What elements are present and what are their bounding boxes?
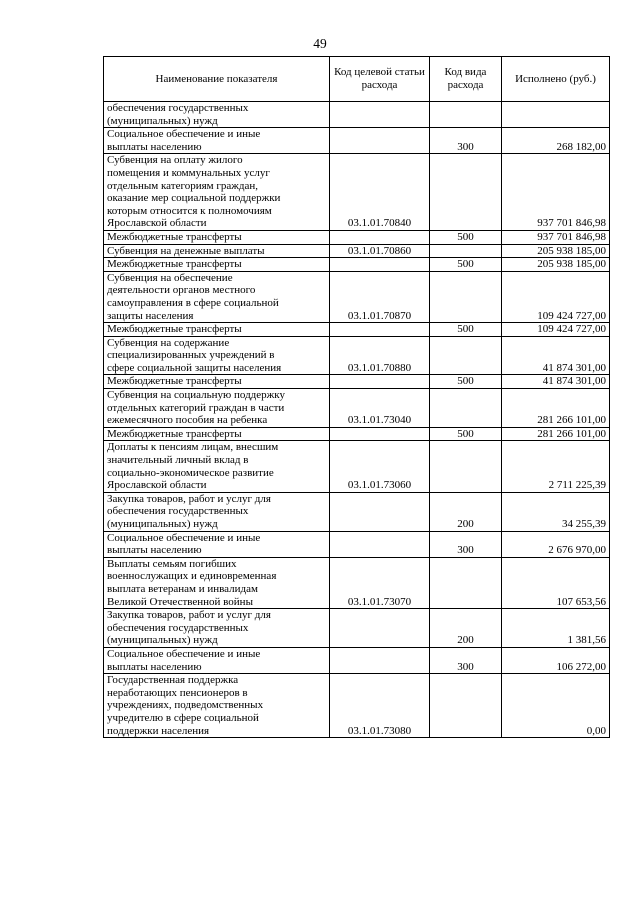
row-expense-type: 300	[430, 128, 502, 154]
row-name: Субвенция на денежные выплаты	[104, 244, 330, 258]
row-target-code	[330, 375, 430, 389]
row-expense-type: 500	[430, 258, 502, 272]
table-row	[104, 531, 610, 557]
page-number: 49	[313, 36, 327, 51]
table-row	[104, 441, 610, 492]
row-expense-type	[430, 674, 502, 738]
table-row	[104, 271, 610, 322]
row-expense-type: 500	[430, 323, 502, 337]
row-amount: 0,00	[502, 674, 610, 738]
table-row	[104, 557, 610, 608]
row-name: Межбюджетные трансферты	[104, 323, 330, 337]
row-name: Социальное обеспечение и иные выплаты населению	[104, 531, 330, 557]
table-header-row	[104, 57, 610, 102]
row-name: Субвенция на оплату жилого помещения и коммунальных услуг отдельным категориям граждан, оказание мер социальной поддержки которым относится к полномочиям Ярославской области	[104, 154, 330, 231]
row-target-code	[330, 323, 430, 337]
row-amount: 205 938 185,00	[502, 244, 610, 258]
row-target-code: 03.1.01.70880	[330, 336, 430, 375]
row-name: Закупка товаров, работ и услуг для обеспечения государственных (муниципальных) нужд	[104, 609, 330, 648]
row-target-code: 03.1.01.73060	[330, 441, 430, 492]
table-row	[104, 609, 610, 648]
header-executed-amount: Исполнено (руб.)	[502, 57, 610, 102]
table-row	[104, 258, 610, 272]
row-target-code	[330, 531, 430, 557]
row-amount: 937 701 846,98	[502, 154, 610, 231]
row-amount: 937 701 846,98	[502, 230, 610, 244]
row-expense-type	[430, 102, 502, 128]
row-expense-type	[430, 244, 502, 258]
row-target-code	[330, 230, 430, 244]
row-expense-type	[430, 389, 502, 428]
row-expense-type: 300	[430, 531, 502, 557]
row-target-code: 03.1.01.73070	[330, 557, 430, 608]
row-amount: 281 266 101,00	[502, 389, 610, 428]
row-name: Межбюджетные трансферты	[104, 258, 330, 272]
row-target-code	[330, 427, 430, 441]
table-row	[104, 427, 610, 441]
row-expense-type	[430, 271, 502, 322]
row-name: Социальное обеспечение и иные выплаты населению	[104, 128, 330, 154]
row-amount: 41 874 301,00	[502, 375, 610, 389]
row-expense-type: 500	[430, 230, 502, 244]
row-target-code: 03.1.01.73080	[330, 674, 430, 738]
row-name: Государственная поддержка неработающих пенсионеров в учреждениях, подведомственных учредителю в сфере социальной поддержки населения	[104, 674, 330, 738]
header-indicator-name: Наименование показателя	[104, 57, 330, 102]
row-name: Субвенция на обеспечение деятельности органов местного самоуправления в сфере социальной защиты населения	[104, 271, 330, 322]
header-expense-type-code: Код вида расхода	[430, 57, 502, 102]
table-row	[104, 647, 610, 673]
row-target-code	[330, 647, 430, 673]
row-expense-type: 500	[430, 375, 502, 389]
row-name: Субвенция на содержание специализированных учреждений в сфере социальной защиты населения	[104, 336, 330, 375]
row-target-code: 03.1.01.70870	[330, 271, 430, 322]
row-expense-type: 300	[430, 647, 502, 673]
row-expense-type: 200	[430, 492, 502, 531]
budget-execution-table	[103, 56, 610, 738]
row-amount: 268 182,00	[502, 128, 610, 154]
table-row	[104, 128, 610, 154]
row-amount: 109 424 727,00	[502, 323, 610, 337]
row-target-code	[330, 258, 430, 272]
row-expense-type: 200	[430, 609, 502, 648]
row-amount: 109 424 727,00	[502, 271, 610, 322]
row-amount: 107 653,56	[502, 557, 610, 608]
row-name: обеспечения государственных (муниципальных) нужд	[104, 102, 330, 128]
row-name: Субвенция на социальную поддержку отдельных категорий граждан в части ежемесячного пособия на ребенка	[104, 389, 330, 428]
row-target-code	[330, 609, 430, 648]
row-name: Межбюджетные трансферты	[104, 230, 330, 244]
table-row	[104, 674, 610, 738]
row-amount: 2 711 225,39	[502, 441, 610, 492]
row-expense-type	[430, 557, 502, 608]
row-name: Межбюджетные трансферты	[104, 427, 330, 441]
row-name: Закупка товаров, работ и услуг для обеспечения государственных (муниципальных) нужд	[104, 492, 330, 531]
table-row	[104, 492, 610, 531]
row-expense-type	[430, 336, 502, 375]
table-row	[104, 375, 610, 389]
row-target-code: 03.1.01.70860	[330, 244, 430, 258]
row-target-code	[330, 102, 430, 128]
row-amount: 1 381,56	[502, 609, 610, 648]
row-amount: 281 266 101,00	[502, 427, 610, 441]
row-amount	[502, 102, 610, 128]
row-amount: 205 938 185,00	[502, 258, 610, 272]
header-target-item-code: Код целевой статьи расхода	[330, 57, 430, 102]
table-row	[104, 244, 610, 258]
table-row	[104, 389, 610, 428]
table-row	[104, 102, 610, 128]
table-row	[104, 230, 610, 244]
row-amount: 34 255,39	[502, 492, 610, 531]
row-name: Социальное обеспечение и иные выплаты населению	[104, 647, 330, 673]
row-target-code: 03.1.01.73040	[330, 389, 430, 428]
row-expense-type: 500	[430, 427, 502, 441]
table-row	[104, 154, 610, 231]
row-target-code	[330, 492, 430, 531]
row-expense-type	[430, 441, 502, 492]
table-row	[104, 323, 610, 337]
row-expense-type	[430, 154, 502, 231]
row-name: Выплаты семьям погибших военнослужащих и единовременная выплата ветеранам и инвалидам Великой Отечественной войны	[104, 557, 330, 608]
row-name: Доплаты к пенсиям лицам, внесшим значительный личный вклад в социально-экономическое развитие Ярославской области	[104, 441, 330, 492]
row-target-code: 03.1.01.70840	[330, 154, 430, 231]
table-body	[104, 102, 610, 738]
row-target-code	[330, 128, 430, 154]
row-amount: 41 874 301,00	[502, 336, 610, 375]
row-name: Межбюджетные трансферты	[104, 375, 330, 389]
row-amount: 2 676 970,00	[502, 531, 610, 557]
row-amount: 106 272,00	[502, 647, 610, 673]
table-row	[104, 336, 610, 375]
